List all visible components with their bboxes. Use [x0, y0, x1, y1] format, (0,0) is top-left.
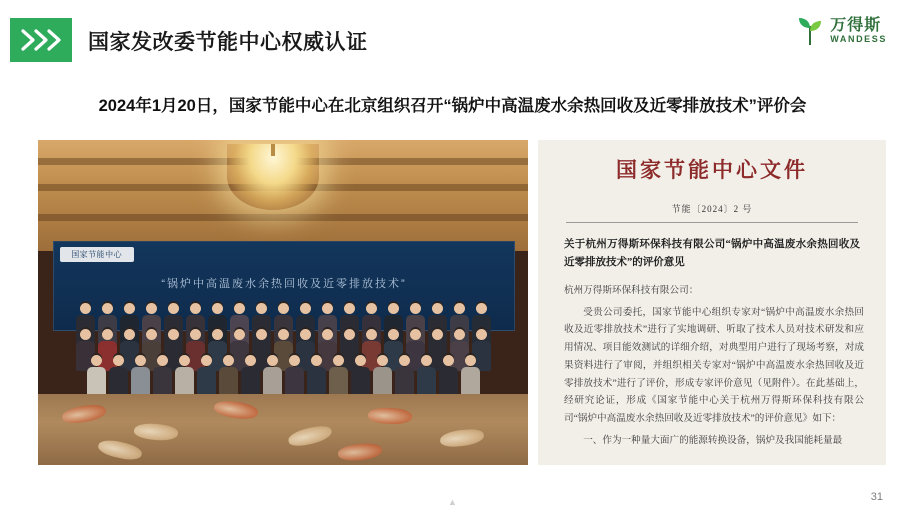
subtitle-text: 2024年1月20日，国家节能中心在北京组织召开“锅炉中高温废水余热回收及近零排放技术”评价会: [98, 97, 807, 115]
crowd-person-head: [124, 303, 135, 314]
page-title: 国家发改委节能中心权威认证: [88, 31, 368, 54]
crowd-person-head: [102, 303, 113, 314]
crowd-person-head: [344, 303, 355, 314]
crowd-person: [218, 355, 238, 397]
crowd-person: [372, 355, 392, 397]
crowd-person-body: [175, 367, 194, 397]
crowd-person: [350, 355, 370, 397]
document-title: 国家节能中心文件: [616, 158, 808, 182]
document-paragraph: 杭州万得斯环保科技有限公司：: [564, 285, 699, 296]
backdrop-title: “锅炉中高温废水余热回收及近零排放技术”: [161, 278, 407, 291]
crowd-person-head: [190, 329, 201, 340]
document-paragraph: 受贵公司委托，国家节能中心组织专家对“锅炉中高温废水余热回收及近零排放技术”进行了实地调研、听取了技术人员对技术研发和应用情况、项目能效测试的详细介绍，对典型用户进行了现场考察，对成果资料进行了审阅，并组织相关专家对“锅炉中高温废水余热回收及近零排放技术”进行了评价，形成专家评价意见（见附件）。在此基础上，经研究论证，形成《国家节能中心关于杭州万得斯环保科技有限公司“锅炉中高温废水余热回收及近零排放技术”的评价意见》如下：: [564, 306, 864, 425]
crowd-person-head: [454, 329, 465, 340]
crowd-person-head: [476, 303, 487, 314]
crowd-person-head: [256, 329, 267, 340]
crowd-person-head: [311, 355, 322, 366]
crowd-person-head: [124, 329, 135, 340]
crowd-person-body: [307, 367, 326, 397]
crowd-person-head: [80, 303, 91, 314]
crowd-person-head: [476, 329, 487, 340]
crowd-person-head: [102, 329, 113, 340]
crowd-person-head: [388, 329, 399, 340]
page-number: 31: [870, 491, 883, 503]
crowd-person-body: [109, 367, 128, 397]
crowd-person: [196, 355, 216, 397]
crowd-person-body: [329, 367, 348, 397]
crowd-person-head: [300, 329, 311, 340]
crowd-person-head: [377, 355, 388, 366]
crowd-person-head: [267, 355, 278, 366]
crowd-person: [262, 355, 282, 397]
crowd-person-head: [465, 355, 476, 366]
logo-text-en: WANDESS: [830, 33, 887, 44]
crowd-person-body: [87, 367, 106, 397]
slide-header: [0, 0, 905, 78]
crowd-person-head: [410, 303, 421, 314]
crowd-person-head: [245, 355, 256, 366]
crowd-person-head: [234, 329, 245, 340]
crowd-person-head: [80, 329, 91, 340]
document-paragraph: 一、作为一种量大面广的能源转换设备，锅炉及我国能耗量最: [583, 434, 843, 446]
chandelier-icon: [227, 144, 319, 210]
crowd-person: [438, 355, 458, 397]
crowd-person-head: [179, 355, 190, 366]
crowd-person: [108, 355, 128, 397]
crowd-person-head: [168, 329, 179, 340]
crowd-person-head: [168, 303, 179, 314]
crowd-person-head: [454, 303, 465, 314]
crowd-person-head: [388, 303, 399, 314]
crowd-person-body: [263, 367, 282, 397]
crowd-person: [460, 355, 480, 397]
photo-carpet: [38, 394, 528, 466]
crowd-person-head: [289, 355, 300, 366]
crowd-person-body: [439, 367, 458, 397]
crowd-person-head: [146, 329, 157, 340]
crowd-person: [86, 355, 106, 397]
crowd-person-head: [201, 355, 212, 366]
crowd-person-body: [395, 367, 414, 397]
crowd-person-head: [333, 355, 344, 366]
crowd-person-head: [135, 355, 146, 366]
crowd-person: [174, 355, 194, 397]
crowd-person-head: [355, 355, 366, 366]
crowd-person-head: [278, 329, 289, 340]
crowd-person: [306, 355, 326, 397]
crowd-person-head: [322, 329, 333, 340]
crowd-person-head: [432, 329, 443, 340]
crowd-person-head: [91, 355, 102, 366]
crowd-person-head: [366, 303, 377, 314]
crowd-person: [394, 355, 414, 397]
crowd-person-head: [113, 355, 124, 366]
crowd-person-head: [256, 303, 267, 314]
crowd-person-head: [399, 355, 410, 366]
crowd-person-head: [157, 355, 168, 366]
double-chevron-right-icon: [10, 18, 72, 62]
crowd-person: [240, 355, 260, 397]
crowd-person-body: [241, 367, 260, 397]
crowd-person-head: [234, 303, 245, 314]
crowd-person-head: [366, 329, 377, 340]
backdrop-badge: 国家节能中心: [60, 247, 134, 262]
crowd-person: [328, 355, 348, 397]
document-body: [564, 282, 864, 454]
crowd-person-head: [300, 303, 311, 314]
crowd-person-body: [197, 367, 216, 397]
logo-text-cn: 万得斯: [830, 16, 882, 34]
crowd-person-body: [285, 367, 304, 397]
crowd-person-head: [146, 303, 157, 314]
crowd-person-head: [443, 355, 454, 366]
crowd-person: [152, 355, 172, 397]
crowd-person-head: [432, 303, 443, 314]
conference-group-photo: [38, 140, 528, 465]
crowd-person-head: [410, 329, 421, 340]
crowd-person-body: [131, 367, 150, 397]
crowd-person-body: [461, 367, 480, 397]
crowd-person-head: [344, 329, 355, 340]
document-number: 节能〔2024〕2 号: [671, 204, 753, 214]
crowd-person-head: [421, 355, 432, 366]
official-document-scan: [538, 140, 886, 465]
crowd-person: [130, 355, 150, 397]
crowd-person-head: [212, 329, 223, 340]
crowd-person-head: [322, 303, 333, 314]
document-divider: [566, 222, 858, 223]
crowd-person-head: [212, 303, 223, 314]
crowd-person-head: [190, 303, 201, 314]
crowd-person: [284, 355, 304, 397]
leaf-sprout-icon: [797, 16, 823, 46]
crowd-person-body: [219, 367, 238, 397]
crowd-person-body: [417, 367, 436, 397]
brand-logo: [797, 16, 887, 46]
crowd-person-body: [153, 367, 172, 397]
crowd-person-body: [373, 367, 392, 397]
crowd-person-head: [223, 355, 234, 366]
document-heading: 关于杭州万得斯环保科技有限公司“锅炉中高温废水余热回收及近零排放技术”的评价意见: [564, 239, 860, 268]
footer-watermark: ▲: [448, 497, 457, 507]
crowd-row: [38, 355, 528, 397]
crowd-person-body: [351, 367, 370, 397]
crowd-person-head: [278, 303, 289, 314]
crowd-person: [416, 355, 436, 397]
